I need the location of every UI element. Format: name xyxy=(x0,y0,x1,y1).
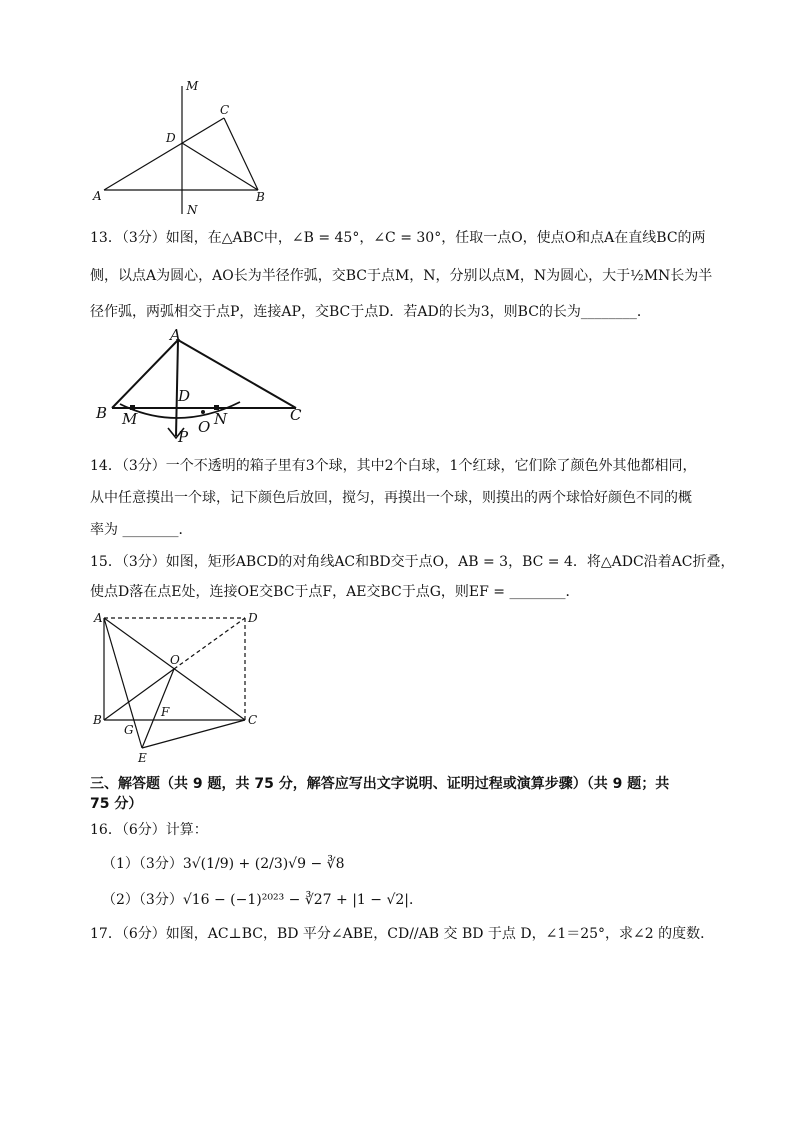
q16-part1: （1）（3分）3√(1/9) + (2/3)√9 − ∛8 xyxy=(102,856,345,872)
label-f: F xyxy=(161,705,170,719)
label-n: N xyxy=(214,410,228,428)
label-g: G xyxy=(124,723,134,737)
label-a: A xyxy=(170,328,181,344)
label-c: C xyxy=(220,103,230,117)
q16-part2: （2）（3分）√16 − (−1)²⁰²³ − ∛27 + |1 − √2|． xyxy=(102,892,423,908)
label-d: D xyxy=(178,387,191,405)
label-c: C xyxy=(290,406,302,424)
label-a: A xyxy=(93,189,102,203)
section3-title-line2: 75 分） xyxy=(90,796,143,812)
point-o xyxy=(201,410,205,414)
label-a: A xyxy=(94,611,103,625)
label-d: D xyxy=(248,611,258,625)
label-n: N xyxy=(187,203,198,217)
label-b: B xyxy=(93,713,102,727)
label-e: E xyxy=(138,751,147,765)
q17-stem: 17．（6分）如图，AC⊥BC，BD 平分∠ABE，CD//AB 交 BD 于点 D，∠1＝25°，求∠2 的度数． xyxy=(90,926,715,942)
label-m: M xyxy=(122,410,138,428)
figure-q13 xyxy=(90,328,320,450)
q14-line1: 14．（3分）一个不透明的箱子里有3个球，其中2个白球，1个红球，它们除了颜色外其他都相同， xyxy=(90,458,697,474)
segment-ce xyxy=(142,720,245,748)
figure-q12 xyxy=(90,78,270,218)
q15-line1: 15．（3分）如图，矩形ABCD的对角线AC和BD交于点O，AB = 3，BC = 4．将△ADC沿着AC折叠， xyxy=(90,554,735,570)
segment-ab xyxy=(112,340,178,408)
label-b: B xyxy=(96,404,108,422)
segment-ae xyxy=(104,618,142,748)
label-o: O xyxy=(198,418,211,436)
figure-q15 xyxy=(90,606,270,766)
segment-od xyxy=(174,618,245,669)
q16-stem: 16．（6分）计算： xyxy=(90,822,208,838)
q14-line2: 从中任意摸出一个球，记下颜色后放回，搅匀，再摸出一个球，则摸出的两个球恰好颜色不同的概 xyxy=(90,490,692,506)
segment-ac xyxy=(178,340,296,408)
label-c: C xyxy=(248,713,258,727)
q13-line2: 侧，以点A为圆心，AO长为半径作弧，交BC于点M，N，分别以点M，N为圆心，大于½MN长为半 xyxy=(90,268,713,284)
q13-line3: 径作弧，两弧相交于点P，连接AP，交BC于点D．若AD的长为3，则BC的长为________． xyxy=(90,304,651,320)
q14-line3: 率为 ________． xyxy=(90,522,193,538)
q15-line2: 使点D落在点E处，连接OE交BC于点F，AE交BC于点G，则EF = ________． xyxy=(90,584,580,600)
label-d: D xyxy=(166,131,176,145)
q13-line1: 13．（3分）如图，在△ABC中，∠B = 45°，∠C = 30°，任取一点O，使点O和点A在直线BC的两 xyxy=(90,230,706,246)
label-b: B xyxy=(256,190,265,204)
label-p: P xyxy=(178,428,189,446)
label-m: M xyxy=(186,79,199,93)
segment-ac xyxy=(104,118,224,190)
label-o: O xyxy=(170,653,180,667)
section3-title-line1: 三、解答题（共 9 题，共 75 分，解答应写出文字说明、证明过程或演算步骤）（共 9 题；共 xyxy=(90,776,670,792)
